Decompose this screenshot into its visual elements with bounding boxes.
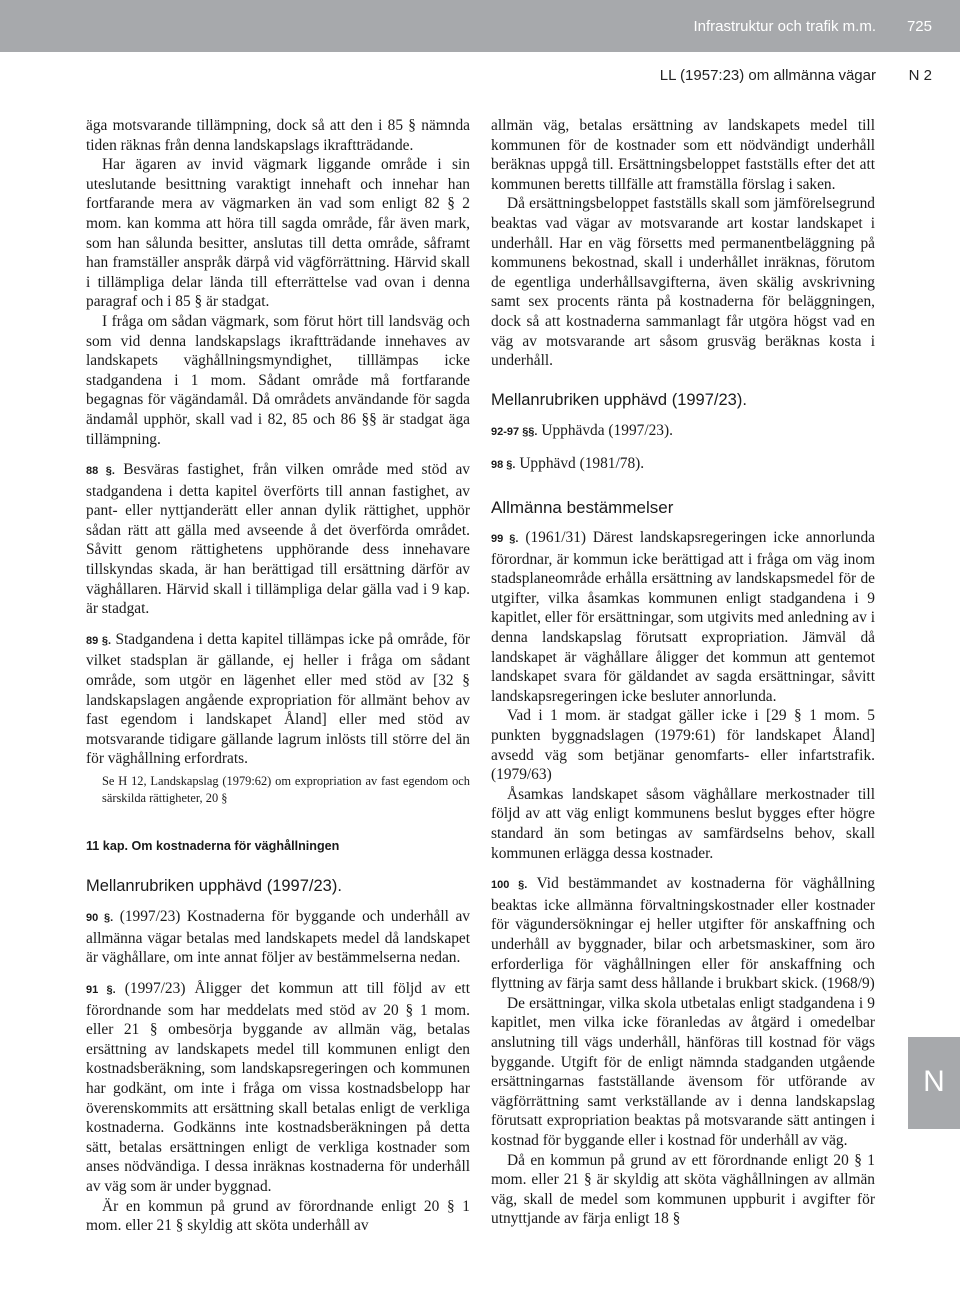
section-number: 92-97 §§.	[491, 426, 538, 439]
section-text: Upphävda (1997/23).	[537, 422, 673, 440]
chapter-heading: 11 kap. Om kostnaderna för väghållningen	[86, 839, 340, 853]
section-number: 89 §.	[86, 634, 112, 647]
section-92-97	[491, 421, 875, 443]
section-91	[86, 979, 470, 1197]
right-column	[491, 116, 875, 1229]
paragraph: Är en kommun på grund av förordnande enligt 20 § 1 mom. eller 21 § skyldig att sköta underhåll av	[86, 1197, 470, 1235]
section-number: 88 §.	[86, 465, 115, 478]
section-text: (1997/23) Åligger det kommun att till följd av ett förordnande som har meddelats med stöd av 20 § 1 mom. eller 21 § ombesörja byggande av allmän väg, betalas ersättning av landskapets medel till kommunen enligt den kostnadsberäkning, som landskapsregeringen och kommunen har godkänt, om inte i fråga om vissa kostnadsbelopp har överenskommits att ersättning skall betalas enligt de verkliga kostnaderna. Godkänns inte kostnadsberäkningen på detta sätt, betalas ersättningen enligt de verkliga kostnader som anses nödvändiga. I dessa inräknas kostnaderna för underhåll av väg som är under byggnad.	[86, 979, 470, 1195]
section-number: 100 §.	[491, 879, 528, 892]
paragraph: De ersättningar, vilka skola utbetalas enligt stadgandena i 9 kapitlet, men vilka icke föranledas av åtgärd i omedelbar anslutning till vägs underhåll, hänföras till kostnad för vägs byggande. Utgift för de enligt nämnda stadganden utgående ersättningarnas fastställande ävensom för utförande av vägförrättning samt verkställande av i denna landskapslag förutsatt expropriation beaktas på motsvarande sätt antingen i kostnad för byggande eller i kostnad för underhåll av väg.	[491, 994, 875, 1149]
subheading-repealed: Mellanrubriken upphävd (1997/23).	[86, 876, 342, 895]
subheading-repealed: Mellanrubriken upphävd (1997/23).	[491, 390, 747, 409]
section-100	[491, 874, 875, 994]
section-90	[86, 907, 470, 968]
paragraph: äga motsvarande tillämpning, dock så att den i 85 § nämnda tiden räknas från denna landskapslags ikraftträdande.	[86, 117, 470, 154]
section-text: Vid bestämmandet av kostnaderna för väghållning beaktas icke allmänna förvaltningskostnader eller kostnader för vägundersökningar ej heller utgifter för anskaffning och underhåll av byggnader, bilar och arbetsmaskiner, som äro erforderliga för väghållningen eller för anskaffning och flyttning av färja samt dess hållande i brukbart skick. (1968/9)	[491, 875, 875, 993]
paragraph: Då ersättningsbeloppet fastställs skall som jämförelsegrund beaktas vad vägar av motsvarande art kostar landskapet i underhåll. Har en väg försetts med permanentbeläggning på kommunens bekostnad, skall i underhållet inräknas, förutom de egentliga underhållsavgifterna, även skälig avskrivning samt sex procents ränta på kostnaderna för beläggningen, dock så att kostnaderna sammanlagt får utgöra högst vad en väg av motsvarande art såsom grusväg beräknas kosta i underhåll.	[491, 195, 875, 370]
section-88	[86, 460, 470, 619]
section-89	[86, 630, 470, 769]
law-code: N 2	[908, 67, 932, 84]
reference-note: Se H 12, Landskapslag (1979:62) om expropriation av fast egendom och särskilda rättigheter, 20 §	[102, 774, 470, 805]
section-text: (1997/23) Kostnaderna för byggande och underhåll av allmänna vägar betalas med landskapets medel då landskapet är väghållare, om inte annat följer av bestämmelserna nedan.	[86, 908, 471, 967]
section-number: 98 §.	[491, 458, 516, 471]
section-number: 99 §.	[491, 533, 519, 546]
section-text: Stadgandena i detta kapitel tillämpas icke på område, för vilket stadsplan är gällande, ej heller i fråga om sådant område, som utgör en lägenhet eller med stöd av [32 § landskapslagen angående expropriation för allmänt behov av fast egendom i landskapet Åland] eller med stöd av motsvarande tidigare gällande lagrum inlösts till större del än för väghållning erfordrats.	[86, 630, 471, 768]
section-number: 91 §.	[86, 983, 116, 996]
section-99	[491, 528, 875, 706]
paragraph: Vad i 1 mom. är stadgat gäller icke i [29 § 1 mom. 5 punkten byggnadslagen (1979:61) för landskapet Åland] avsedd väg som betjänar genomfarts- eller infartstrafik. (1979/63)	[491, 707, 875, 784]
section-text: (1961/31) Därest landskapsregeringen icke annorlunda förordnar, är kommun icke berättigad att i fråga om väg inom stadsplaneområde erhålla ersättning av landskapsmedel för de utgifter, vilka åsamkas kommunen enligt stadgandena i 9 kapitlet, eller för ersättningar, som utgivits med anledning av i denna landskapslag förutsatt expropriation. Jämväl då landskapet är väghållare åligger det kommun att gentemot landskapet svara för gäldandet av sagda ersättningar, såvitt landskapsregeringen icke besluter annorlunda.	[491, 529, 875, 705]
law-reference: LL (1957:23) om allmänna vägar	[659, 67, 876, 84]
section-98	[491, 454, 875, 476]
subheading-general: Allmänna bestämmelser	[491, 497, 674, 517]
section-title: Infrastruktur och trafik m.m.	[693, 18, 876, 35]
section-number: 90 §.	[86, 912, 114, 925]
paragraph: Har ägaren av invid vägmark liggande område i sin uteslutande besittning varaktigt innehaft och innehar han fortfarande mera av vägmarken än vad som enligt 82 § 2 mom. kan komma att höra till sagda område, får även mark, som han sålunda besitter, anslutas till detta område, såframt han framställer anspråk därpå vid vägförrättning. Härvid skall i tillämpliga delar lända till efterrättelse vad ovan i denna paragraf och i 85 § är stadgat.	[86, 156, 470, 311]
paragraph: I fråga om sådan vägmark, som förut hört till landsväg och som vid denna landskapslags ikraftträdande innehaves av landskapets väghållningsmyndighet, tilllämpas icke stadgandena i 1 mom. Sådant område må fortfarande begagnas för vägändamål. Då områdets användande för sagda ändamål upphör, skall vad i 82, 85 och 86 §§ är stadgat äga tillämpning.	[86, 312, 470, 448]
paragraph: Åsamkas landskapet såsom väghållare merkostnader till följd av att väg enligt kommunens beslut bygges efter högre standard än som betingas av samfärdselns behov, skall kommunen erlägga dessa kostnader.	[491, 785, 875, 862]
left-column	[86, 116, 470, 1236]
chapter-tab	[908, 1037, 960, 1129]
paragraph: Då en kommun på grund av ett förordnande enligt 20 § 1 mom. eller 21 § är skyldig att sköta väghållningen av allmän väg, skall de medel som kommunen uppburit i avgifter för utnyttjande av färja enligt 18 §	[491, 1151, 875, 1228]
chapter-tab-letter: N	[923, 1065, 945, 1098]
page-number: 725	[906, 18, 932, 35]
header-bar	[0, 0, 960, 52]
paragraph: allmän väg, betalas ersättning av landskapets medel till kommunen för de kostnader som ett nödvändigt underhåll beräknas uppgå till. Ersättningsbeloppet fastställs efter det att kommunen beretts tillfälle att framställa förslag i saken.	[491, 117, 875, 193]
section-text: Upphävd (1981/78).	[515, 454, 645, 472]
section-text: Besväras fastighet, från vilken område med stöd av stadgandena i detta kapitel överförts till annan fastighet, av pant- eller nyttjanderätt eller annan dylik rättighet, upphör sådan rätt att gälla med avseende å det överförda området. Såvitt genom rättighetens upphörande dess innehavare tillskyndas skada, är han berättigad till ersättning därför av väghållaren. Härvid skall i tillämpliga delar gälla vad i 9 kap. är stadgat.	[86, 461, 471, 618]
